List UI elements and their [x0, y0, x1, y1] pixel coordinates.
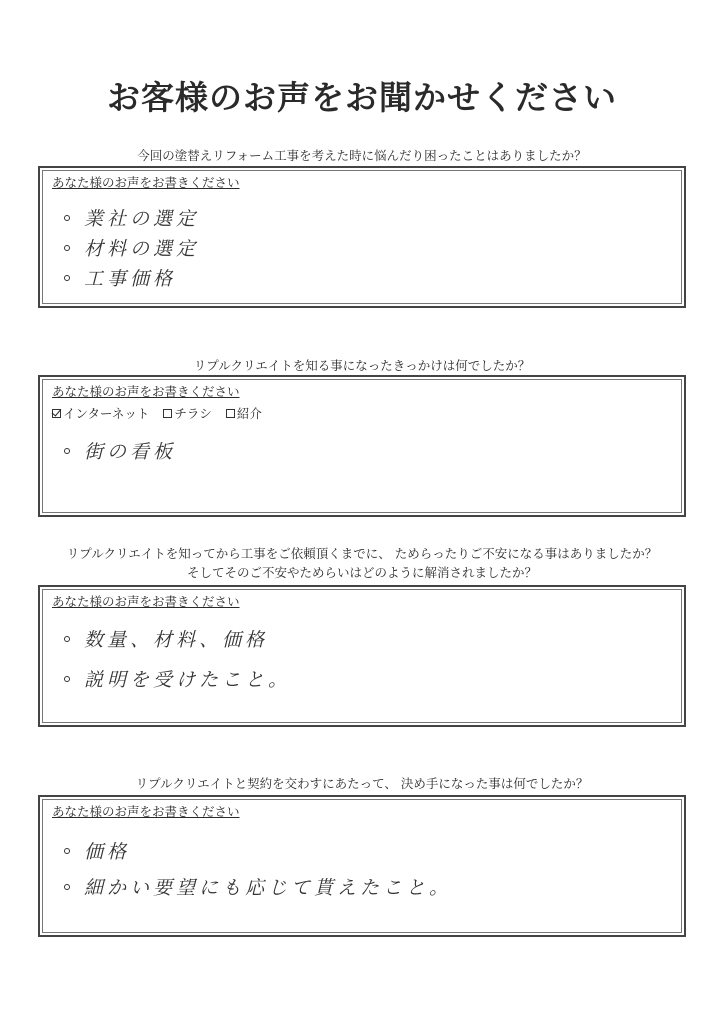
bullet-icon [64, 448, 70, 454]
bullet-icon [64, 848, 70, 854]
answer-4-item-1 [64, 837, 130, 864]
question-3-line-2: そしてそのご不安やためらいはどのように解消されましたか？ [186, 565, 537, 580]
answer-box-3 [38, 585, 686, 727]
answer-box-1 [38, 166, 686, 308]
question-4 [0, 774, 724, 793]
answer-box-3-header: あなた様のお声をお書きください [52, 594, 240, 609]
answer-1-item-3 [64, 264, 176, 291]
checkbox-internet[interactable] [52, 404, 149, 422]
checkbox-checked-icon[interactable] [52, 409, 61, 418]
answer-1-item-2 [64, 234, 199, 261]
question-3-line-1: リプルクリエイトを知ってから工事をご依頼頂くまでに、 ためらったりご不安になる事はありましたか？ [66, 546, 658, 561]
bullet-icon [64, 636, 70, 642]
question-2-line-1: リプルクリエイトを知る事になったきっかけは何でしたか？ [193, 358, 531, 373]
answer-box-4-header: あなた様のお声をお書きください [52, 804, 240, 819]
question-1-line-1: 今回の塗替えリフォーム工事を考えた時に悩んだり困ったことはありましたか？ [137, 148, 587, 163]
answer-3-item-1-text: 数量、材料、価格 [84, 629, 269, 651]
answer-2-item-1-text: 街の看板 [84, 441, 177, 463]
question-2 [0, 356, 724, 375]
checkbox-internet-label: インターネット [63, 406, 150, 421]
source-checkboxes [52, 404, 262, 422]
answer-box-2 [38, 375, 686, 517]
checkbox-referral[interactable] [226, 404, 262, 422]
checkbox-flyer[interactable] [163, 404, 212, 422]
answer-3-item-1 [64, 625, 268, 652]
bullet-icon [64, 245, 70, 251]
checkbox-flyer-label: チラシ [174, 406, 212, 421]
answer-1-item-1-text: 業社の選定 [84, 208, 200, 230]
checkbox-empty-icon[interactable] [226, 409, 235, 418]
checkbox-referral-label: 紹介 [236, 406, 262, 421]
bullet-icon [64, 275, 70, 281]
checkbox-empty-icon[interactable] [163, 409, 172, 418]
answer-3-item-2-text: 説明を受けたこと。 [84, 669, 292, 691]
answer-box-2-header: あなた様のお声をお書きください [52, 384, 240, 399]
question-4-line-1: リプルクリエイトと契約を交わすにあたって、 決め手になった事は何でしたか？ [135, 776, 589, 791]
question-3 [0, 544, 724, 582]
question-1 [0, 146, 724, 165]
page-title: お客様のお声をお聞かせください [107, 78, 617, 117]
answer-1-item-3-text: 工事価格 [84, 268, 177, 290]
answer-4-item-2-text: 細かい要望にも応じて貰えたこと。 [84, 877, 453, 899]
answer-4-item-1-text: 価格 [84, 841, 131, 863]
bullet-icon [64, 676, 70, 682]
bullet-icon [64, 215, 70, 221]
answer-1-item-2-text: 材料の選定 [84, 238, 200, 260]
answer-box-4 [38, 795, 686, 937]
answer-3-item-2 [64, 665, 291, 692]
answer-1-item-1 [64, 204, 199, 231]
answer-box-1-header: あなた様のお声をお書きください [52, 175, 240, 190]
answer-2-item-1 [64, 437, 176, 464]
answer-4-item-2 [64, 873, 452, 900]
bullet-icon [64, 884, 70, 890]
